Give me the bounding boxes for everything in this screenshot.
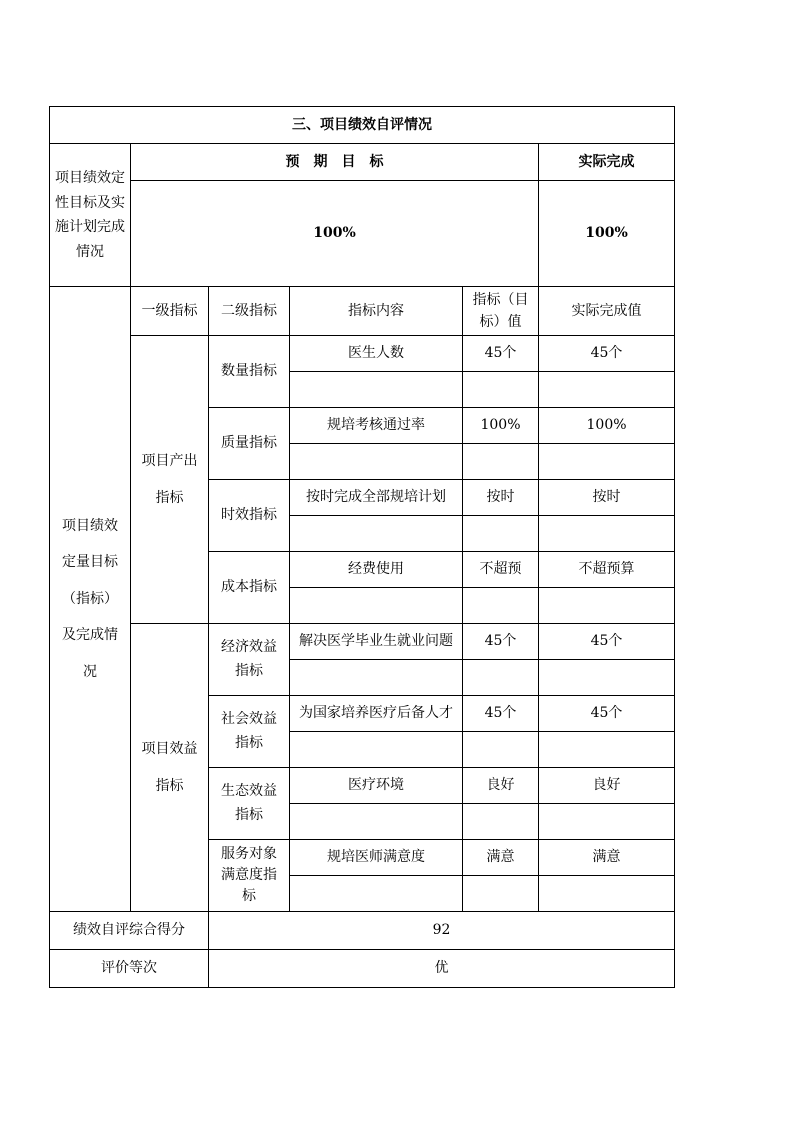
empty-cell	[463, 516, 539, 552]
empty-cell	[463, 588, 539, 624]
empty-cell	[290, 444, 463, 480]
output-indicator-label	[131, 336, 209, 624]
indicator-target: 满意	[463, 840, 539, 876]
empty-cell	[290, 660, 463, 696]
empty-cell	[463, 372, 539, 408]
empty-cell	[290, 588, 463, 624]
quantitative-label-line-1: 项目绩效	[62, 518, 118, 535]
empty-cell	[539, 372, 675, 408]
empty-cell	[539, 876, 675, 912]
indicator-actual: 45个	[539, 624, 675, 660]
benefit-label-line-1: 项目效益	[141, 741, 198, 758]
output-label-line-1: 项目产出	[141, 453, 198, 470]
indicator-content: 按时完成全部规培计划	[290, 480, 463, 516]
actual-completion-header: 实际完成	[539, 144, 675, 181]
header-level1: 一级指标	[131, 287, 209, 336]
indicator-target: 良好	[463, 768, 539, 804]
indicator-target: 100%	[463, 408, 539, 444]
indicator-actual: 45个	[539, 696, 675, 732]
indicator-target: 不超预	[463, 552, 539, 588]
indicator-content: 为国家培养医疗后备人才	[290, 696, 463, 732]
satisfaction-indicator	[209, 840, 290, 912]
header-actual: 实际完成值	[539, 287, 675, 336]
indicator-actual: 100%	[539, 408, 675, 444]
header-content: 指标内容	[290, 287, 463, 336]
indicator-target: 45个	[463, 696, 539, 732]
grade-label: 评价等次	[50, 950, 209, 988]
section-title: 三、项目绩效自评情况	[50, 107, 675, 144]
indicator-actual: 满意	[539, 840, 675, 876]
actual-completion-value: 100%	[539, 181, 675, 287]
ecological-benefit-indicator-text: 生态效益指标	[221, 782, 277, 823]
indicator-content: 规培考核通过率	[290, 408, 463, 444]
empty-cell	[463, 804, 539, 840]
quantitative-row-label	[50, 287, 131, 912]
timeliness-indicator: 时效指标	[209, 480, 290, 552]
indicator-content: 规培医师满意度	[290, 840, 463, 876]
indicator-actual: 不超预算	[539, 552, 675, 588]
quantitative-label-line-3: （指标）	[62, 590, 118, 607]
empty-cell	[290, 876, 463, 912]
empty-cell	[539, 732, 675, 768]
ecological-benefit-indicator	[209, 768, 290, 840]
indicator-actual: 良好	[539, 768, 675, 804]
empty-cell	[539, 804, 675, 840]
score-value: 92	[209, 912, 675, 950]
cost-indicator: 成本指标	[209, 552, 290, 624]
indicator-target: 按时	[463, 480, 539, 516]
social-benefit-indicator-text: 社会效益指标	[221, 710, 277, 751]
benefit-indicator-label	[131, 624, 209, 912]
empty-cell	[290, 516, 463, 552]
empty-cell	[290, 372, 463, 408]
qualitative-row-label: 项目绩效定性目标及实施计划完成情况	[50, 144, 131, 287]
indicator-content: 医疗环境	[290, 768, 463, 804]
indicator-content: 经费使用	[290, 552, 463, 588]
indicator-target: 45个	[463, 336, 539, 372]
empty-cell	[539, 588, 675, 624]
benefit-label-line-2: 指标	[155, 777, 184, 794]
header-level2: 二级指标	[209, 287, 290, 336]
expected-target-header: 预 期 目 标	[131, 144, 539, 181]
empty-cell	[463, 876, 539, 912]
indicator-content: 解决医学毕业生就业问题	[290, 624, 463, 660]
quantitative-label-line-5: 况	[83, 663, 97, 680]
quantitative-label-line-2: 定量目标	[62, 554, 118, 571]
social-benefit-indicator	[209, 696, 290, 768]
header-target: 指标（目标）值	[463, 287, 539, 336]
performance-table	[49, 106, 675, 988]
quantitative-label-line-4: 及完成情	[62, 627, 118, 644]
satisfaction-indicator-text: 服务对象满意度指标	[221, 846, 277, 904]
empty-cell	[290, 732, 463, 768]
indicator-target: 45个	[463, 624, 539, 660]
output-label-line-2: 指标	[155, 489, 184, 506]
score-label: 绩效自评综合得分	[50, 912, 209, 950]
quantity-indicator: 数量指标	[209, 336, 290, 408]
empty-cell	[463, 732, 539, 768]
grade-value: 优	[209, 950, 675, 988]
empty-cell	[539, 444, 675, 480]
expected-target-value: 100%	[131, 181, 539, 287]
indicator-actual: 按时	[539, 480, 675, 516]
empty-cell	[463, 660, 539, 696]
empty-cell	[463, 444, 539, 480]
empty-cell	[290, 804, 463, 840]
quality-indicator: 质量指标	[209, 408, 290, 480]
indicator-content: 医生人数	[290, 336, 463, 372]
economic-benefit-indicator	[209, 624, 290, 696]
economic-benefit-indicator-text: 经济效益指标	[221, 638, 277, 679]
indicator-actual: 45个	[539, 336, 675, 372]
empty-cell	[539, 660, 675, 696]
empty-cell	[539, 516, 675, 552]
